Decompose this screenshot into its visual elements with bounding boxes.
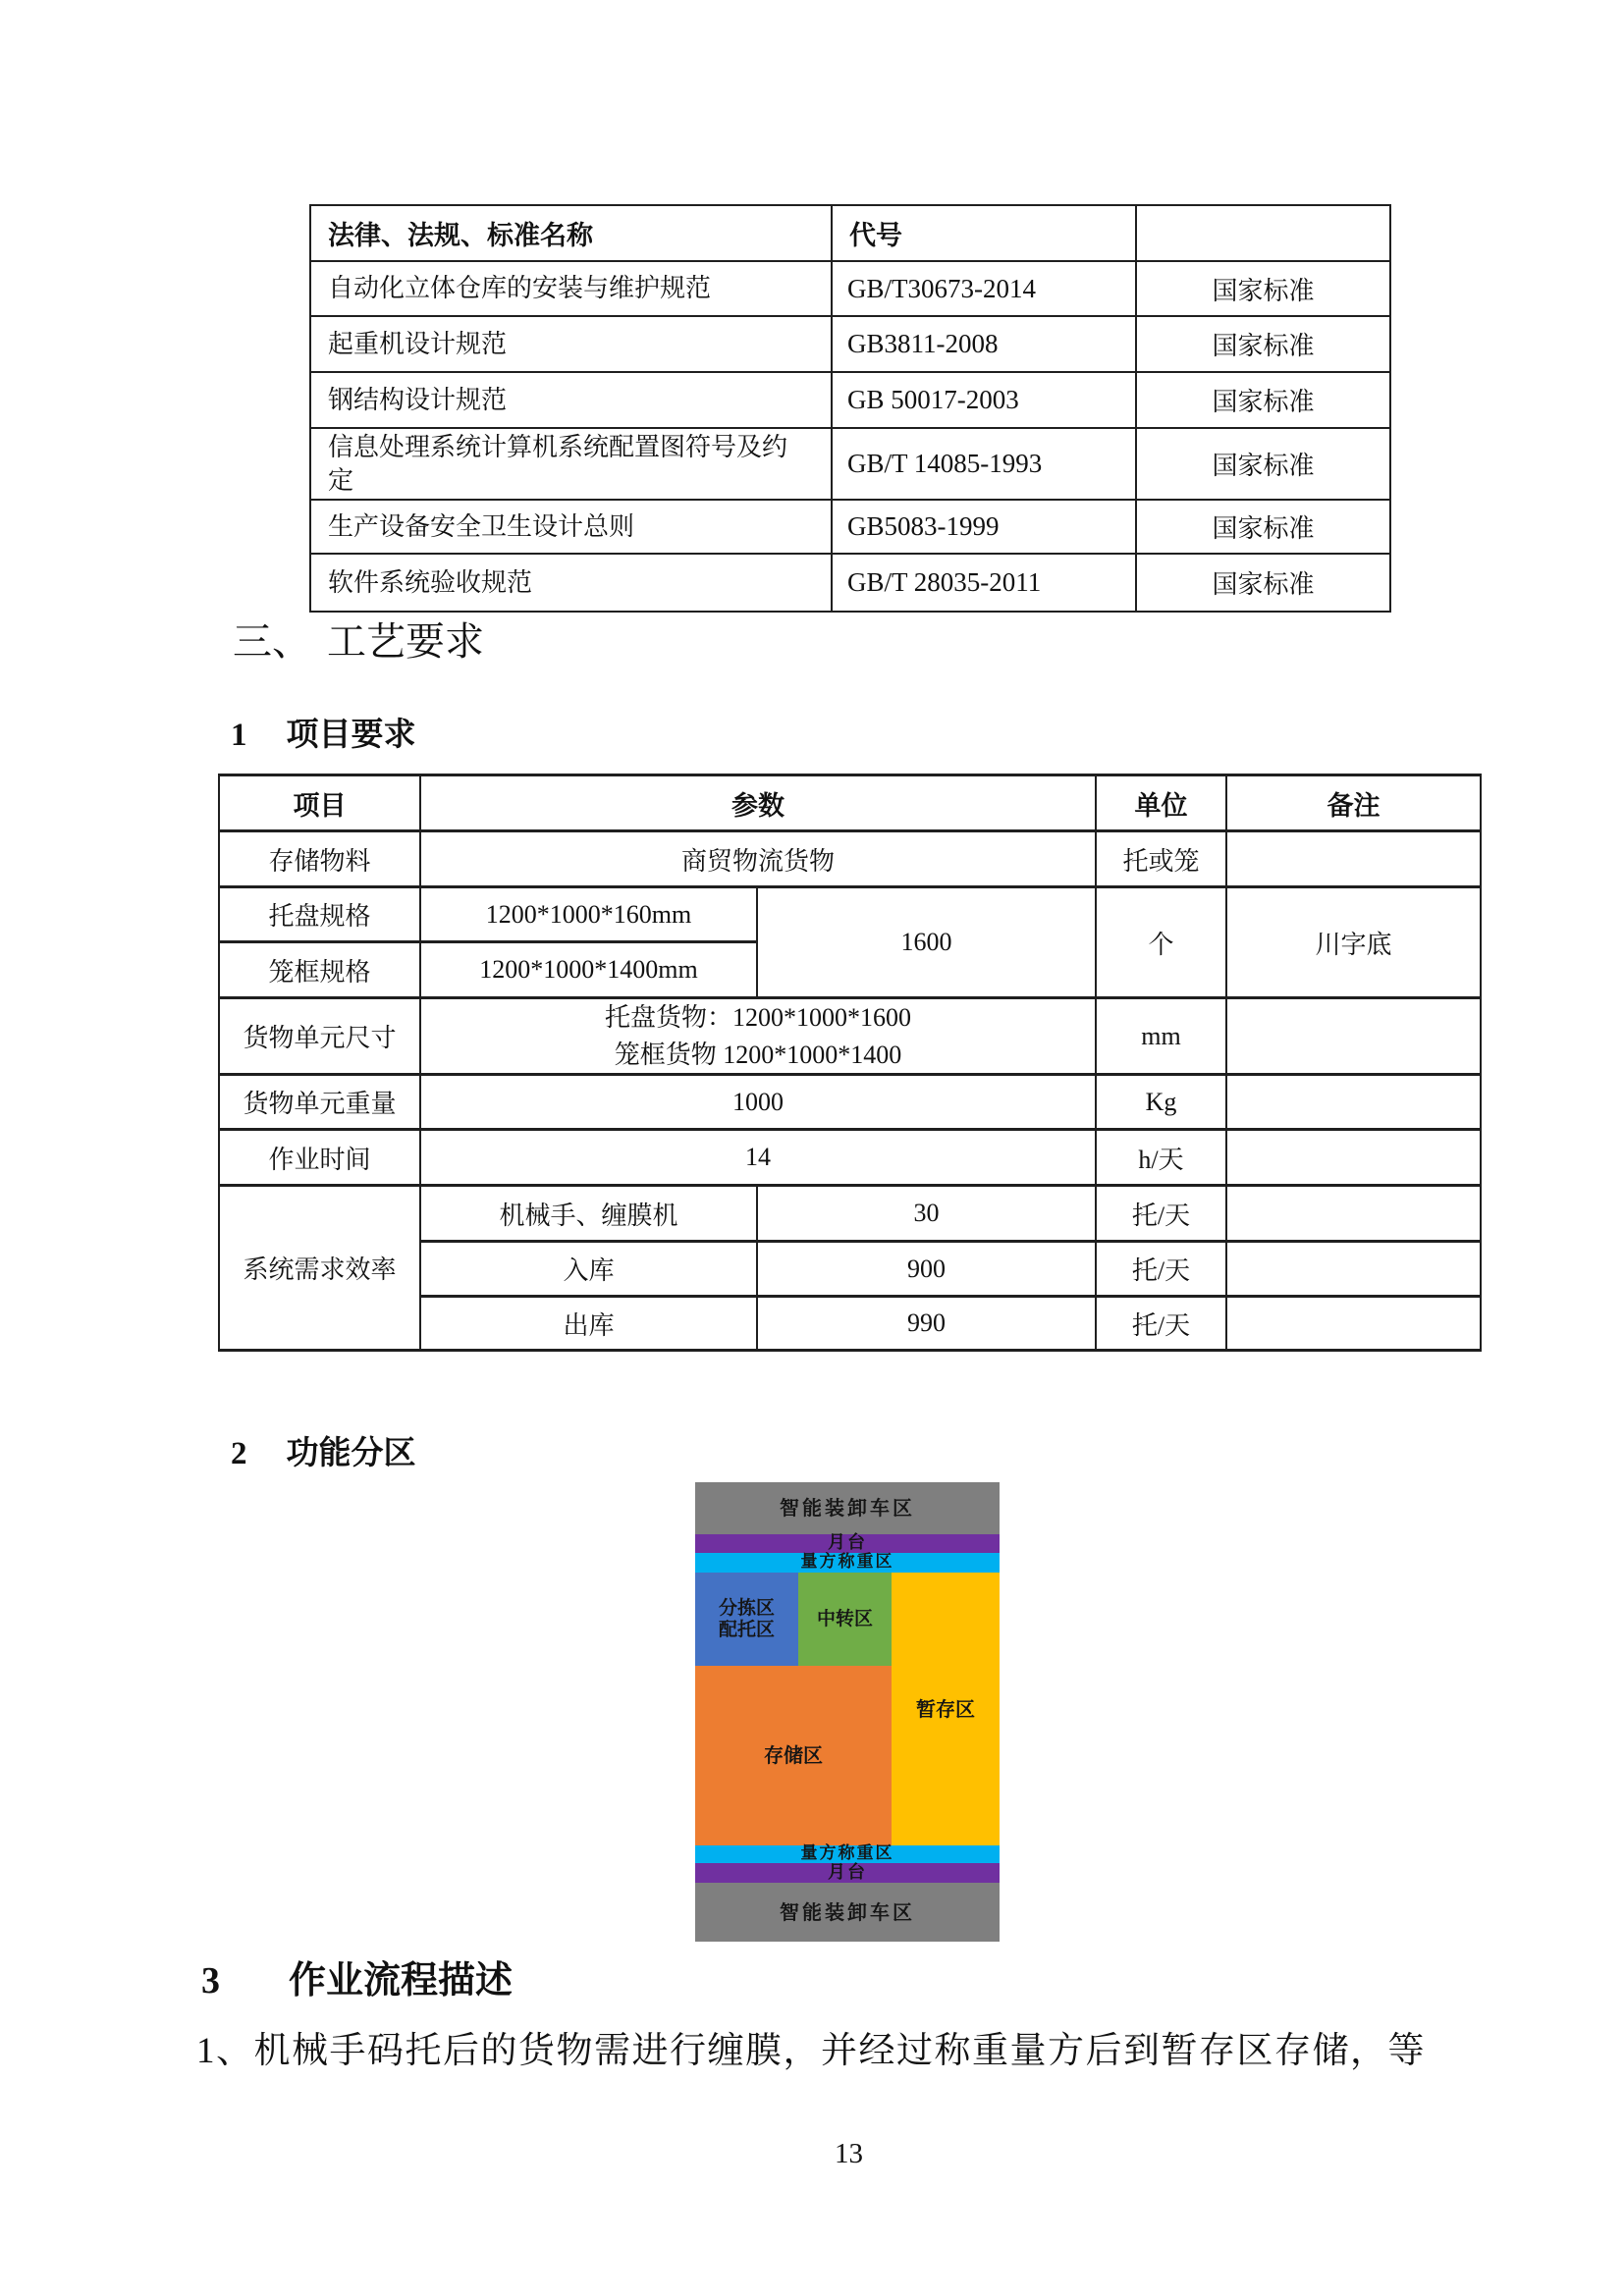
table-header-row (310, 205, 1390, 261)
standard-category: 国家标准 (1136, 428, 1390, 500)
header-standard-name: 法律、法规、标准名称 (310, 205, 832, 261)
zone-storage-area (695, 1666, 892, 1845)
body-paragraph: 1、机械手码托后的货物需进行缠膜，并经过称重量方后到暂存区存储，等 (196, 2031, 1426, 2071)
standard-name: 起重机设计规范 (310, 316, 832, 372)
zone-label: 智能装卸车区 (780, 1496, 915, 1520)
subsection-1-heading (231, 709, 416, 755)
efficiency-unit: 托/天 (1096, 1186, 1226, 1242)
section-title: 工艺要求 (327, 619, 484, 664)
zone-label: 量方称重区 (800, 1843, 894, 1864)
standard-code: GB3811-2008 (832, 316, 1136, 372)
table-row (219, 887, 1481, 942)
zone-label: 量方称重区 (800, 1552, 894, 1573)
item-note (1226, 998, 1481, 1075)
item-label: 笼框规格 (219, 942, 420, 998)
subsection-3-heading (201, 1949, 513, 2003)
table-row (310, 372, 1390, 428)
header-param: 参数 (420, 775, 1096, 831)
subsection-2-number: 2 (231, 1436, 247, 1471)
item-param: 1200*1000*160mm (420, 887, 757, 942)
efficiency-name: 机械手、缠膜机 (420, 1186, 757, 1242)
zone-label: 智能装卸车区 (780, 1899, 915, 1924)
table-row (310, 428, 1390, 500)
table-row (310, 500, 1390, 554)
subsection-1-number: 1 (231, 718, 247, 753)
merged-qty: 1600 (757, 887, 1096, 998)
header-category (1136, 205, 1390, 261)
table-header-row (219, 775, 1481, 831)
standard-code: GB 50017-2003 (832, 372, 1136, 428)
header-item: 项目 (219, 775, 420, 831)
item-label: 托盘规格 (219, 887, 420, 942)
standard-category: 国家标准 (1136, 500, 1390, 554)
standard-category: 国家标准 (1136, 554, 1390, 612)
table-row (219, 1130, 1481, 1186)
header-note: 备注 (1226, 775, 1481, 831)
param-line-1: 托盘货物：1200*1000*1600 (604, 1003, 911, 1032)
table-row (219, 1186, 1481, 1242)
item-unit: h/天 (1096, 1130, 1226, 1186)
item-unit: 托或笼 (1096, 831, 1226, 887)
zone-sorting-palletizing-area (695, 1573, 798, 1666)
standard-category: 国家标准 (1136, 372, 1390, 428)
standards-table (309, 204, 1391, 613)
efficiency-value: 990 (757, 1297, 1096, 1351)
item-unit: mm (1096, 998, 1226, 1075)
requirements-table (218, 774, 1482, 1352)
zone-label: 中转区 (816, 1607, 873, 1629)
item-note (1226, 1075, 1481, 1130)
zone-smart-loading-area-bottom (695, 1883, 1000, 1942)
standard-category: 国家标准 (1136, 316, 1390, 372)
table-row (219, 831, 1481, 887)
efficiency-note (1226, 1297, 1481, 1351)
item-param: 商贸物流货物 (420, 831, 1096, 887)
table-row (310, 316, 1390, 372)
zone-staging-area (892, 1573, 1000, 1845)
header-unit: 单位 (1096, 775, 1226, 831)
efficiency-unit: 托/天 (1096, 1297, 1226, 1351)
zone-diagram (695, 1482, 1000, 1942)
efficiency-value: 30 (757, 1186, 1096, 1242)
subsection-2-heading (231, 1427, 416, 1473)
subsection-1-title: 项目要求 (286, 718, 416, 753)
section-number: 三、 (233, 619, 311, 664)
param-line-2: 笼框货物 1200*1000*1400 (614, 1040, 902, 1069)
standard-name: 信息处理系统计算机系统配置图符号及约定 (310, 428, 832, 500)
item-param: 1000 (420, 1075, 1096, 1130)
zone-smart-loading-area-top (695, 1482, 1000, 1534)
subsection-2-title: 功能分区 (286, 1436, 416, 1471)
zone-label: 存储区 (764, 1743, 823, 1767)
zone-measure-weigh-area-bottom (695, 1845, 1000, 1863)
table-row (219, 1075, 1481, 1130)
efficiency-label: 系统需求效率 (219, 1186, 420, 1351)
item-label: 货物单元重量 (219, 1075, 420, 1130)
zone-label: 月台 (828, 1861, 867, 1883)
efficiency-unit: 托/天 (1096, 1242, 1226, 1297)
zone-label: 分拣区 配托区 (718, 1596, 775, 1640)
efficiency-note (1226, 1242, 1481, 1297)
zone-measure-weigh-area-top (695, 1553, 1000, 1573)
merged-unit: 个 (1096, 887, 1226, 998)
efficiency-name: 出库 (420, 1297, 757, 1351)
standard-name: 自动化立体仓库的安装与维护规范 (310, 261, 832, 316)
efficiency-name: 入库 (420, 1242, 757, 1297)
standard-code: GB5083-1999 (832, 500, 1136, 554)
zone-label: 暂存区 (916, 1696, 975, 1721)
zone-transfer-area (798, 1573, 892, 1666)
item-param: 14 (420, 1130, 1096, 1186)
item-param: 1200*1000*1400mm (420, 942, 757, 998)
merged-note: 川字底 (1226, 887, 1481, 998)
item-param (420, 998, 1096, 1075)
table-row (310, 554, 1390, 612)
standard-code: GB/T 28035-2011 (832, 554, 1136, 612)
item-note (1226, 1130, 1481, 1186)
efficiency-note (1226, 1186, 1481, 1242)
subsection-3-title: 作业流程描述 (289, 1960, 514, 2002)
table-row (310, 261, 1390, 316)
standard-name: 生产设备安全卫生设计总则 (310, 500, 832, 554)
table-row (219, 998, 1481, 1075)
section-heading (233, 611, 484, 667)
zone-label: 月台 (828, 1532, 867, 1554)
item-note (1226, 831, 1481, 887)
page-number: 13 (835, 2138, 863, 2169)
item-label: 货物单元尺寸 (219, 998, 420, 1075)
header-code: 代号 (832, 205, 1136, 261)
standard-name: 软件系统验收规范 (310, 554, 832, 612)
zone-dock-platform-top (695, 1534, 1000, 1553)
efficiency-value: 900 (757, 1242, 1096, 1297)
item-unit: Kg (1096, 1075, 1226, 1130)
standard-code: GB/T30673-2014 (832, 261, 1136, 316)
item-label: 存储物料 (219, 831, 420, 887)
subsection-3-number: 3 (201, 1960, 220, 2002)
standard-category: 国家标准 (1136, 261, 1390, 316)
standard-code: GB/T 14085-1993 (832, 428, 1136, 500)
standard-name: 钢结构设计规范 (310, 372, 832, 428)
zone-dock-platform-bottom (695, 1863, 1000, 1883)
item-label: 作业时间 (219, 1130, 420, 1186)
